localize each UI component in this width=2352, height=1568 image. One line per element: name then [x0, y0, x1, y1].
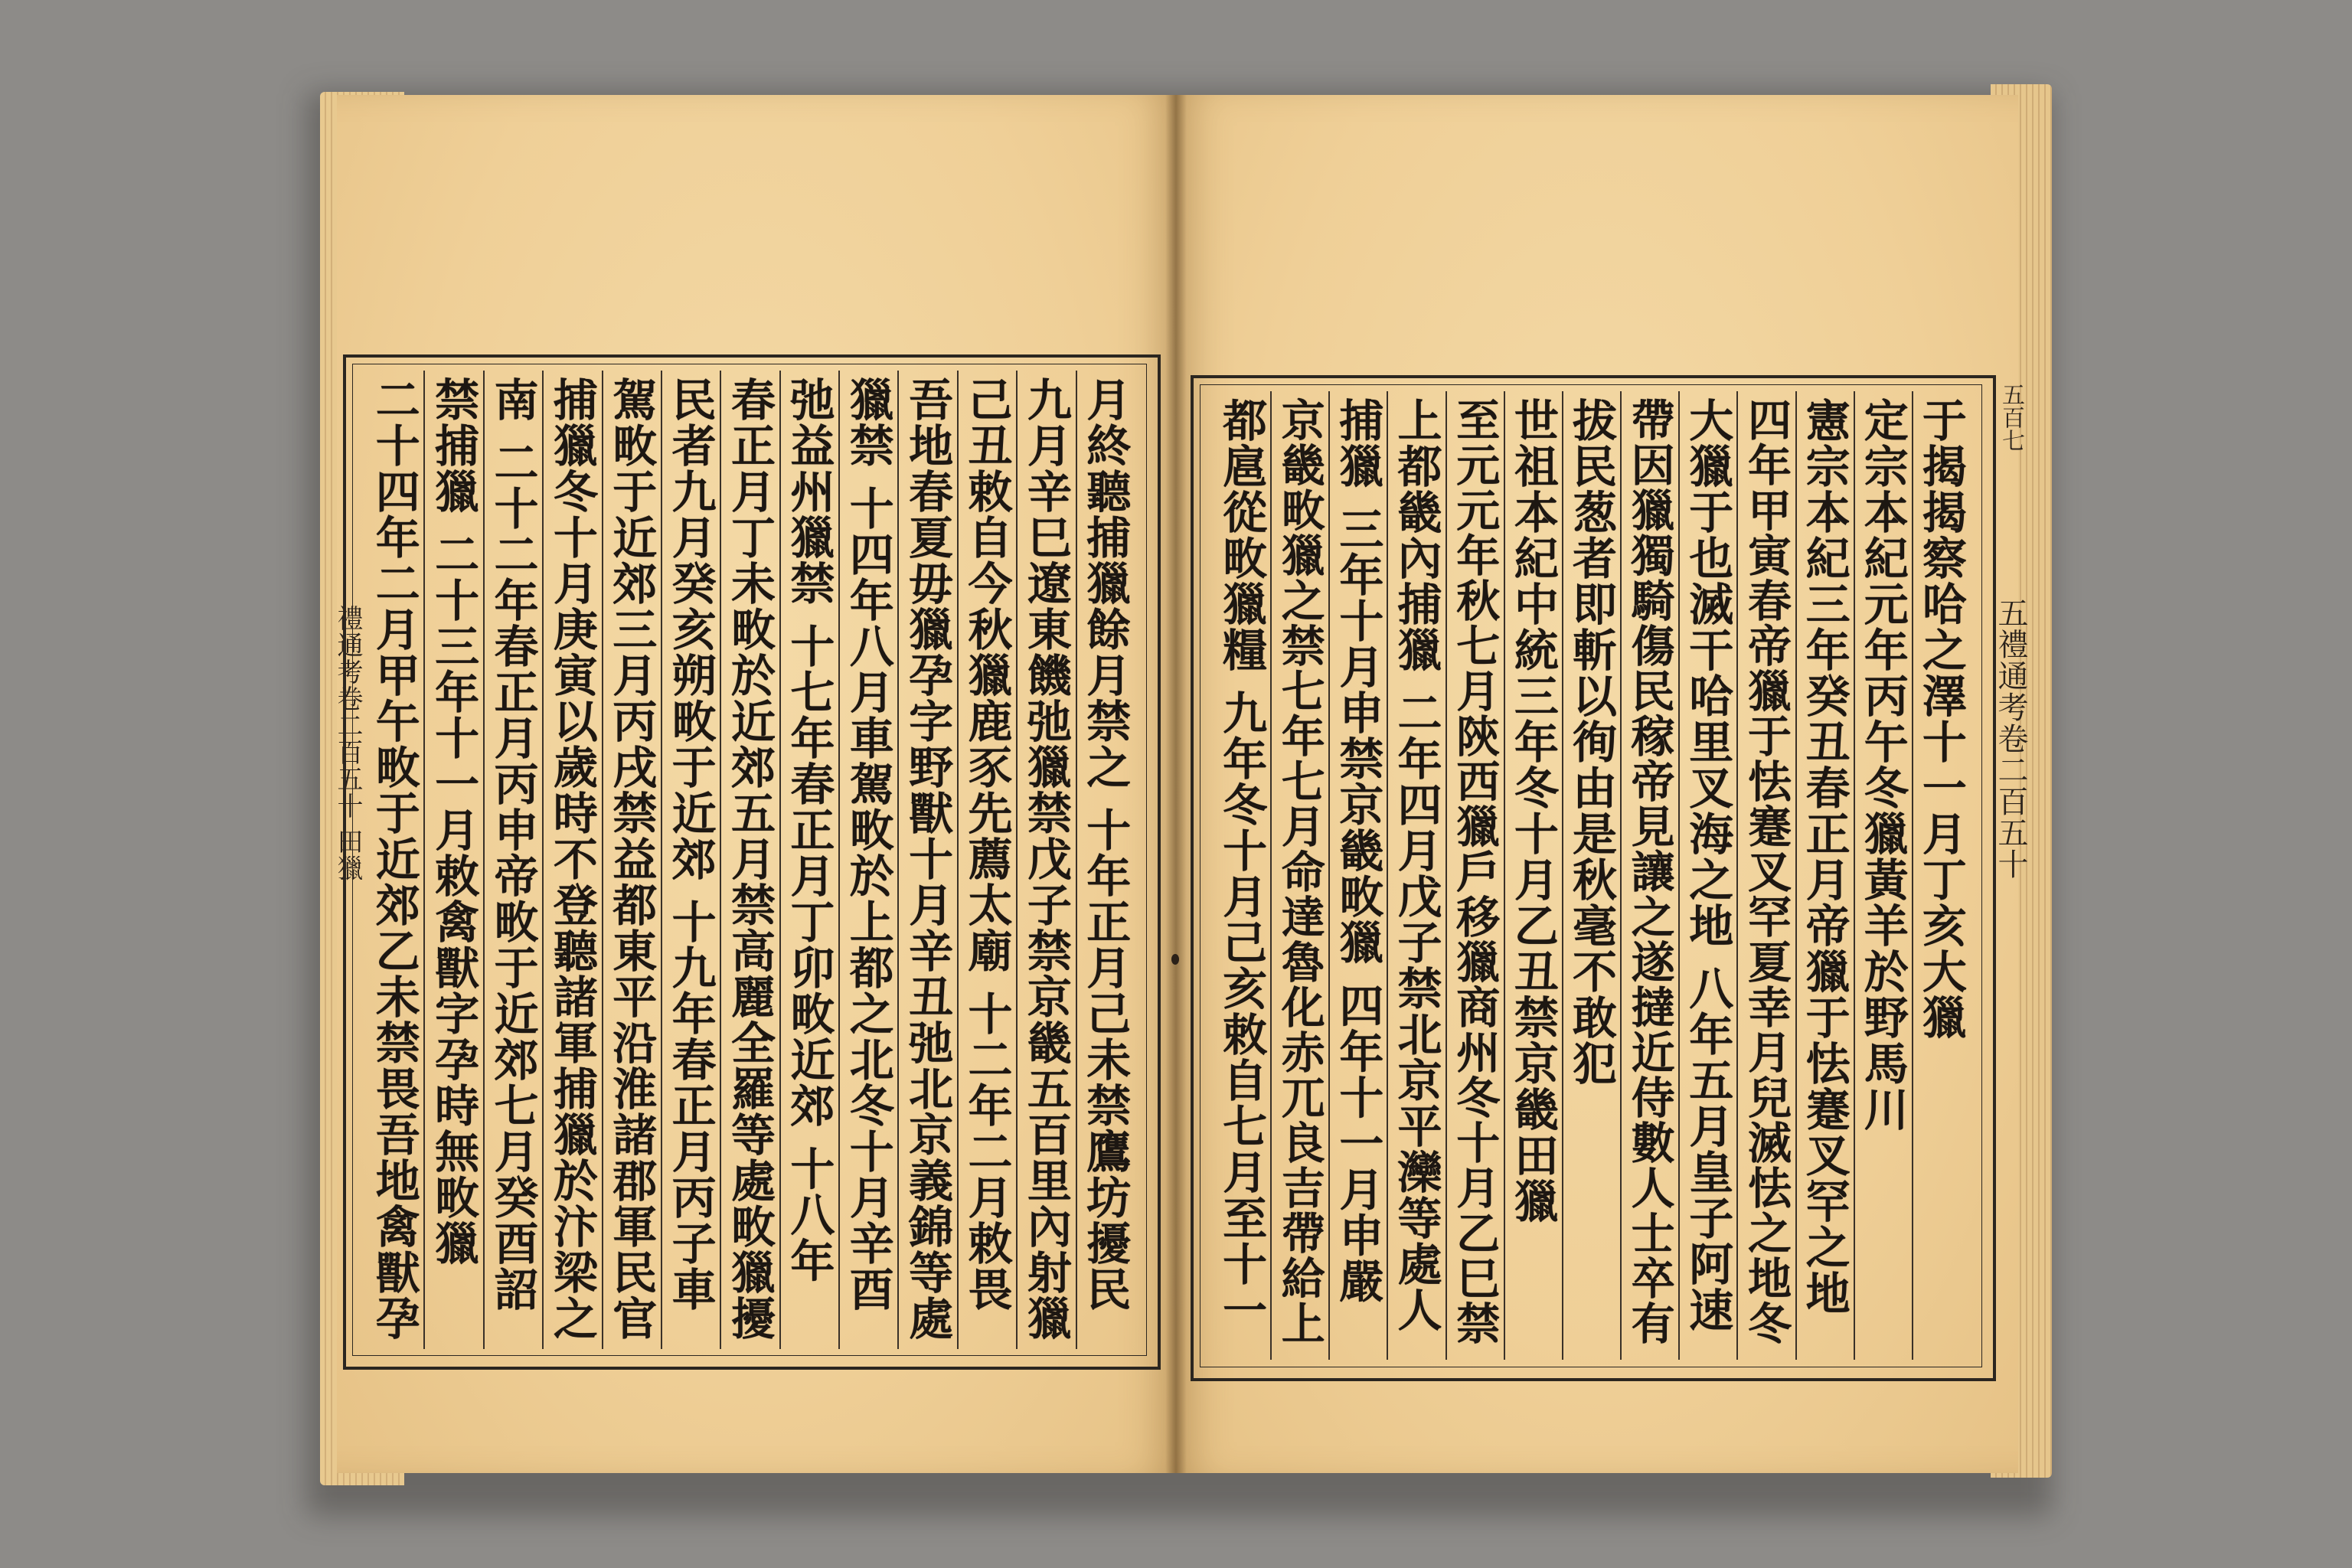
- left_page-column: 捕獵冬十月庚寅以歲時不登聽諸軍捕獵於汴梁之: [545, 377, 598, 1341]
- left_page-column: 月終聽捕獵餘月禁之 十年正月己未禁鷹坊擾民: [1079, 377, 1132, 1313]
- right_page-column: 四年甲寅春帝獵于怯蹇叉罕夏幸月兒滅怯之地冬: [1740, 397, 1792, 1346]
- binding-hole: [1171, 954, 1179, 965]
- left_page-column: 春正月丁未畋於近郊五月禁高麗全羅等處畋獵擾: [724, 377, 776, 1341]
- right_page-column: 世祖本紀中統三年冬十月乙丑禁京畿田獵: [1506, 397, 1559, 1224]
- right-margin-label: 五禮通考卷二百五十: [1993, 597, 2028, 880]
- right_page-column: 京畿畋獵之禁七年七月命達魯化赤兀良吉帶給上: [1274, 397, 1326, 1346]
- right_page-column: 捕獵 三年十月申禁京畿畋獵 四年十一月申嚴: [1331, 397, 1384, 1305]
- left_page-column: 吾地春夏毋獵孕字野獸十月辛丑弛北京義錦等處: [901, 377, 954, 1341]
- left_page-column: 南 二十二年春正月丙申帝畋于近郊七月癸酉詔: [486, 377, 539, 1313]
- right_page-column: 拔民葱者即斬以徇由是秋毫不敢犯: [1565, 397, 1617, 1086]
- left_page-column: 駕畋于近郊三月丙戌禁益都東平沿淮諸郡軍民官: [605, 377, 658, 1341]
- left_page-column: 民者九月癸亥朔畋于近郊 十九年春正月丙子車: [664, 377, 717, 1313]
- right_page-column: 都扈從畋獵糧 九年冬十月己亥敕自七月至十一: [1215, 397, 1268, 1334]
- left_page-column: 弛益州獵禁 十七年春正月丁卯畋近郊 十八年: [782, 377, 835, 1284]
- right_page-column: 定宗本紀元年丙午冬獵黃羊於野馬川: [1856, 397, 1909, 1132]
- left_page-column: 二十四年二月甲午畋于近郊乙未禁畏吾地禽獸孕: [368, 377, 420, 1341]
- right_page-column: 大獵于也滅干哈里叉海之地 八年五月皇子阿速: [1681, 397, 1734, 1334]
- right_page-column: 憲宗本紀三年癸丑春正月帝獵于怯蹇叉罕之地: [1798, 397, 1851, 1316]
- book-gutter: [1165, 95, 1187, 1473]
- left_page-column: 己丑敕自今秋獵鹿豕先薦太廟 十二年二月敕畏: [960, 377, 1013, 1313]
- right_page-column: 于揭揭察哈之澤十一月丁亥大獵: [1914, 397, 1967, 1040]
- left_page-column: 九月辛巳遼東饑弛獵禁戊子禁京畿五百里內射獵: [1019, 377, 1072, 1341]
- left-margin-label: 禮通考卷二百五十 田獵: [332, 605, 363, 882]
- right_page-column: 帶因獵獨騎傷民稼帝見讓之遂撻近侍數人士卒有: [1624, 397, 1676, 1346]
- left_page-column: 禁捕獵 二十三年十一月敕禽獸字孕時無畋獵: [427, 377, 480, 1267]
- page-number: 五百七: [1998, 383, 2024, 452]
- right_page-column: 至元元年秋七月陝西獵戶移獵商州冬十月乙巳禁: [1449, 397, 1501, 1346]
- right_page-column: 上都畿內捕獵 二年四月戊子禁北京平灤等處人: [1390, 397, 1442, 1334]
- left_page-column: 獵禁 十四年八月車駕畋於上都之北冬十月辛酉: [841, 377, 894, 1313]
